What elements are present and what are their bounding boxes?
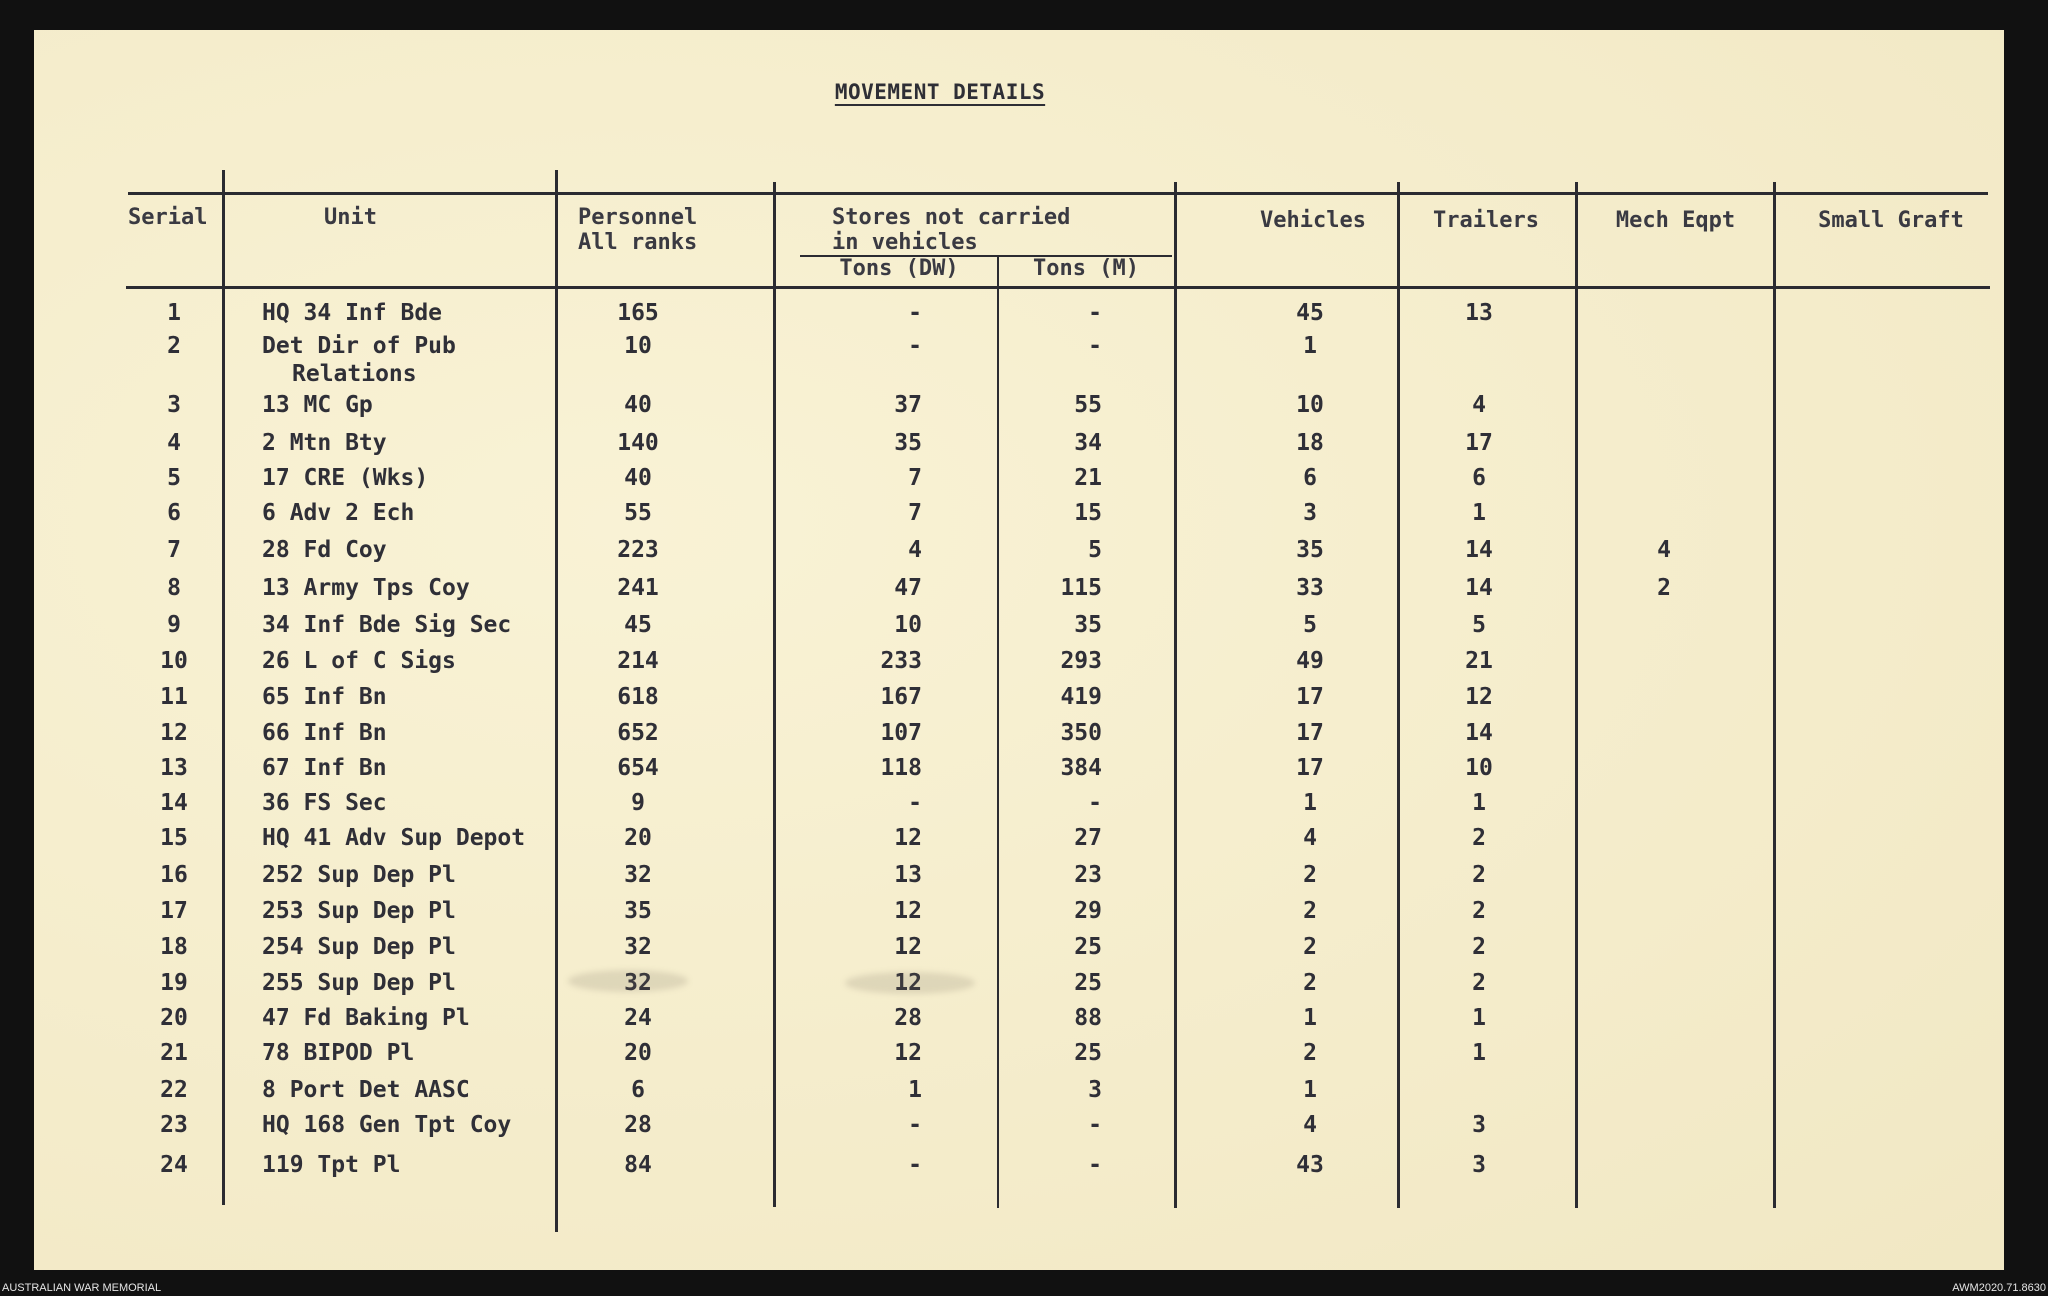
cell-dw: 233 [880,648,922,674]
cell-serial: 7 [167,537,181,563]
cell-personnel: 654 [617,755,659,781]
cell-trailers: 3 [1472,1112,1486,1138]
cell-dw: 13 [894,862,922,888]
cell-personnel: 35 [624,898,652,924]
header-bottom-rule [126,286,1990,289]
cell-vehicles: 17 [1296,755,1324,781]
cell-serial: 9 [167,612,181,638]
cell-personnel: 223 [617,537,659,563]
cell-serial: 17 [160,898,188,924]
cell-trailers: 4 [1472,392,1486,418]
cell-vehicles: 2 [1303,898,1317,924]
cell-unit: 119 Tpt Pl [262,1152,401,1178]
cell-vehicles: 2 [1303,934,1317,960]
cell-unit: 8 Port Det AASC [262,1077,470,1103]
cell-personnel: 45 [624,612,652,638]
cell-serial: 14 [160,790,188,816]
header-tons-dw: Tons (DW) [839,256,959,281]
cell-vehicles: 4 [1303,1112,1317,1138]
cell-vehicles: 10 [1296,392,1324,418]
cell-unit: 28 Fd Coy [262,537,387,563]
cell-m: 27 [1074,825,1102,851]
column-divider-mech [1773,182,1776,1208]
cell-m: - [1088,790,1102,816]
cell-vehicles: 17 [1296,720,1324,746]
cell-personnel: 9 [631,790,645,816]
cell-unit: HQ 168 Gen Tpt Coy [262,1112,512,1138]
cell-vehicles: 1 [1303,790,1317,816]
cell-serial: 23 [160,1112,188,1138]
header-serial: Serial [128,205,208,230]
cell-vehicles: 43 [1296,1152,1324,1178]
cell-vehicles: 1 [1303,1005,1317,1031]
cell-trailers: 21 [1465,648,1493,674]
cell-serial: 8 [167,575,181,601]
cell-unit: 65 Inf Bn [262,684,387,710]
cell-personnel: 652 [617,720,659,746]
cell-m: 384 [1060,755,1102,781]
cell-personnel: 32 [624,862,652,888]
cell-unit: HQ 34 Inf Bde [262,300,443,326]
cell-m: 5 [1088,537,1102,563]
footer-credit: AUSTRALIAN WAR MEMORIAL [2,1282,162,1294]
cell-unit-continued: Relations [292,361,417,387]
cell-trailers: 1 [1472,1040,1486,1066]
cell-personnel: 84 [624,1152,652,1178]
cell-dw: - [908,333,922,359]
cell-m: 115 [1060,575,1102,601]
cell-unit: 67 Inf Bn [262,755,387,781]
cell-m: 23 [1074,862,1102,888]
cell-dw: 12 [894,825,922,851]
cell-personnel: 40 [624,465,652,491]
cell-trailers: 2 [1472,898,1486,924]
cell-trailers: 14 [1465,575,1493,601]
cell-dw: 12 [894,1040,922,1066]
cell-serial: 10 [160,648,188,674]
cell-vehicles: 35 [1296,537,1324,563]
header-personnel-line1: Personnel [578,205,698,230]
header-trailers: Trailers [1433,208,1539,233]
cell-serial: 20 [160,1005,188,1031]
cell-dw: 35 [894,430,922,456]
cell-unit: 13 Army Tps Coy [262,575,470,601]
header-personnel-line2: All ranks [578,230,698,255]
cell-trailers: 6 [1472,465,1486,491]
cell-m: - [1088,1152,1102,1178]
cell-m: 293 [1060,648,1102,674]
column-divider-tons [997,256,999,1208]
header-stores-line1: Stores not carried [832,205,1071,230]
cell-unit: 36 FS Sec [262,790,387,816]
cell-unit: 253 Sup Dep Pl [262,898,456,924]
cell-m: 34 [1074,430,1102,456]
column-divider-stores [1174,182,1177,1208]
document-title: MOVEMENT DETAILS [834,80,1046,104]
cell-trailers: 1 [1472,500,1486,526]
cell-serial: 13 [160,755,188,781]
header-vehicles: Vehicles [1260,208,1366,233]
cell-m: 29 [1074,898,1102,924]
cell-trailers: 12 [1465,684,1493,710]
cell-unit: 66 Inf Bn [262,720,387,746]
cell-vehicles: 2 [1303,862,1317,888]
cell-vehicles: 2 [1303,970,1317,996]
cell-vehicles: 6 [1303,465,1317,491]
cell-trailers: 2 [1472,862,1486,888]
header-small-craft: Small Graft [1818,208,1964,233]
cell-personnel: 28 [624,1112,652,1138]
header-top-rule [128,192,1988,195]
cell-vehicles: 18 [1296,430,1324,456]
cell-m: 35 [1074,612,1102,638]
header-mech-eqpt: Mech Eqpt [1615,208,1736,233]
column-divider-personnel [773,182,776,1207]
cell-personnel: 20 [624,825,652,851]
cell-serial: 2 [167,333,181,359]
cell-personnel: 214 [617,648,659,674]
cell-unit: 78 BIPOD Pl [262,1040,415,1066]
cell-trailers: 17 [1465,430,1493,456]
cell-vehicles: 1 [1303,1077,1317,1103]
cell-dw: - [908,790,922,816]
header-unit: Unit [324,205,377,230]
cell-vehicles: 17 [1296,684,1324,710]
cell-unit: Det Dir of Pub [262,333,456,359]
cell-m: 21 [1074,465,1102,491]
cell-unit: 17 CRE (Wks) [262,465,429,491]
cell-m: 25 [1074,970,1102,996]
cell-m: 25 [1074,1040,1102,1066]
cell-dw: 12 [894,898,922,924]
cell-personnel: 10 [624,333,652,359]
cell-trailers: 14 [1465,537,1493,563]
cell-personnel: 24 [624,1005,652,1031]
cell-m: - [1088,1112,1102,1138]
cell-unit: 34 Inf Bde Sig Sec [262,612,512,638]
ink-smudge [845,972,975,994]
cell-serial: 15 [160,825,188,851]
cell-m: 3 [1088,1077,1102,1103]
cell-unit: HQ 41 Adv Sup Depot [262,825,526,851]
cell-personnel: 40 [624,392,652,418]
cell-m: 88 [1074,1005,1102,1031]
cell-personnel: 32 [624,970,652,996]
cell-serial: 4 [167,430,181,456]
cell-trailers: 5 [1472,612,1486,638]
cell-m: - [1088,300,1102,326]
cell-mech: 4 [1657,537,1671,563]
cell-m: 55 [1074,392,1102,418]
cell-personnel: 618 [617,684,659,710]
cell-dw: 10 [894,612,922,638]
cell-unit: 47 Fd Baking Pl [262,1005,470,1031]
cell-vehicles: 1 [1303,333,1317,359]
cell-dw: 118 [880,755,922,781]
cell-dw: 12 [894,934,922,960]
cell-m: 350 [1060,720,1102,746]
cell-personnel: 6 [631,1077,645,1103]
cell-dw: 7 [908,500,922,526]
cell-m: - [1088,333,1102,359]
cell-dw: - [908,1112,922,1138]
cell-unit: 255 Sup Dep Pl [262,970,456,996]
cell-trailers: 10 [1465,755,1493,781]
cell-serial: 5 [167,465,181,491]
cell-serial: 19 [160,970,188,996]
cell-trailers: 14 [1465,720,1493,746]
footer-accession-number: AWM2020.71.8630 [1952,1282,2046,1294]
cell-m: 15 [1074,500,1102,526]
column-divider-vehicles [1397,182,1400,1208]
ink-smudge [568,970,688,992]
cell-unit: 252 Sup Dep Pl [262,862,456,888]
cell-trailers: 13 [1465,300,1493,326]
cell-dw: 4 [908,537,922,563]
cell-vehicles: 4 [1303,825,1317,851]
cell-serial: 18 [160,934,188,960]
cell-dw: 167 [880,684,922,710]
cell-dw: 28 [894,1005,922,1031]
cell-serial: 3 [167,392,181,418]
cell-vehicles: 49 [1296,648,1324,674]
cell-serial: 11 [160,684,188,710]
cell-mech: 2 [1657,575,1671,601]
cell-vehicles: 33 [1296,575,1324,601]
header-stores-line2: in vehicles [832,230,978,255]
cell-trailers: 1 [1472,1005,1486,1031]
cell-trailers: 1 [1472,790,1486,816]
cell-m: 419 [1060,684,1102,710]
cell-serial: 16 [160,862,188,888]
cell-serial: 21 [160,1040,188,1066]
cell-trailers: 3 [1472,1152,1486,1178]
cell-serial: 1 [167,300,181,326]
cell-dw: 7 [908,465,922,491]
cell-dw: 107 [880,720,922,746]
cell-dw: 12 [894,970,922,996]
cell-vehicles: 45 [1296,300,1324,326]
cell-personnel: 20 [624,1040,652,1066]
cell-vehicles: 3 [1303,500,1317,526]
cell-personnel: 241 [617,575,659,601]
cell-personnel: 55 [624,500,652,526]
cell-serial: 24 [160,1152,188,1178]
cell-dw: - [908,300,922,326]
cell-dw: 47 [894,575,922,601]
column-divider-serial [222,170,225,1205]
cell-vehicles: 2 [1303,1040,1317,1066]
cell-unit: 13 MC Gp [262,392,373,418]
cell-trailers: 2 [1472,970,1486,996]
cell-vehicles: 5 [1303,612,1317,638]
cell-unit: 26 L of C Sigs [262,648,456,674]
cell-personnel: 140 [617,430,659,456]
cell-dw: - [908,1152,922,1178]
cell-serial: 12 [160,720,188,746]
cell-m: 25 [1074,934,1102,960]
cell-unit: 2 Mtn Bty [262,430,387,456]
cell-trailers: 2 [1472,934,1486,960]
cell-serial: 22 [160,1077,188,1103]
column-divider-trailers [1575,182,1578,1208]
cell-personnel: 32 [624,934,652,960]
cell-unit: 254 Sup Dep Pl [262,934,456,960]
cell-serial: 6 [167,500,181,526]
cell-personnel: 165 [617,300,659,326]
cell-dw: 37 [894,392,922,418]
header-tons-m: Tons (M) [1033,256,1139,281]
cell-dw: 1 [908,1077,922,1103]
cell-trailers: 2 [1472,825,1486,851]
cell-unit: 6 Adv 2 Ech [262,500,415,526]
